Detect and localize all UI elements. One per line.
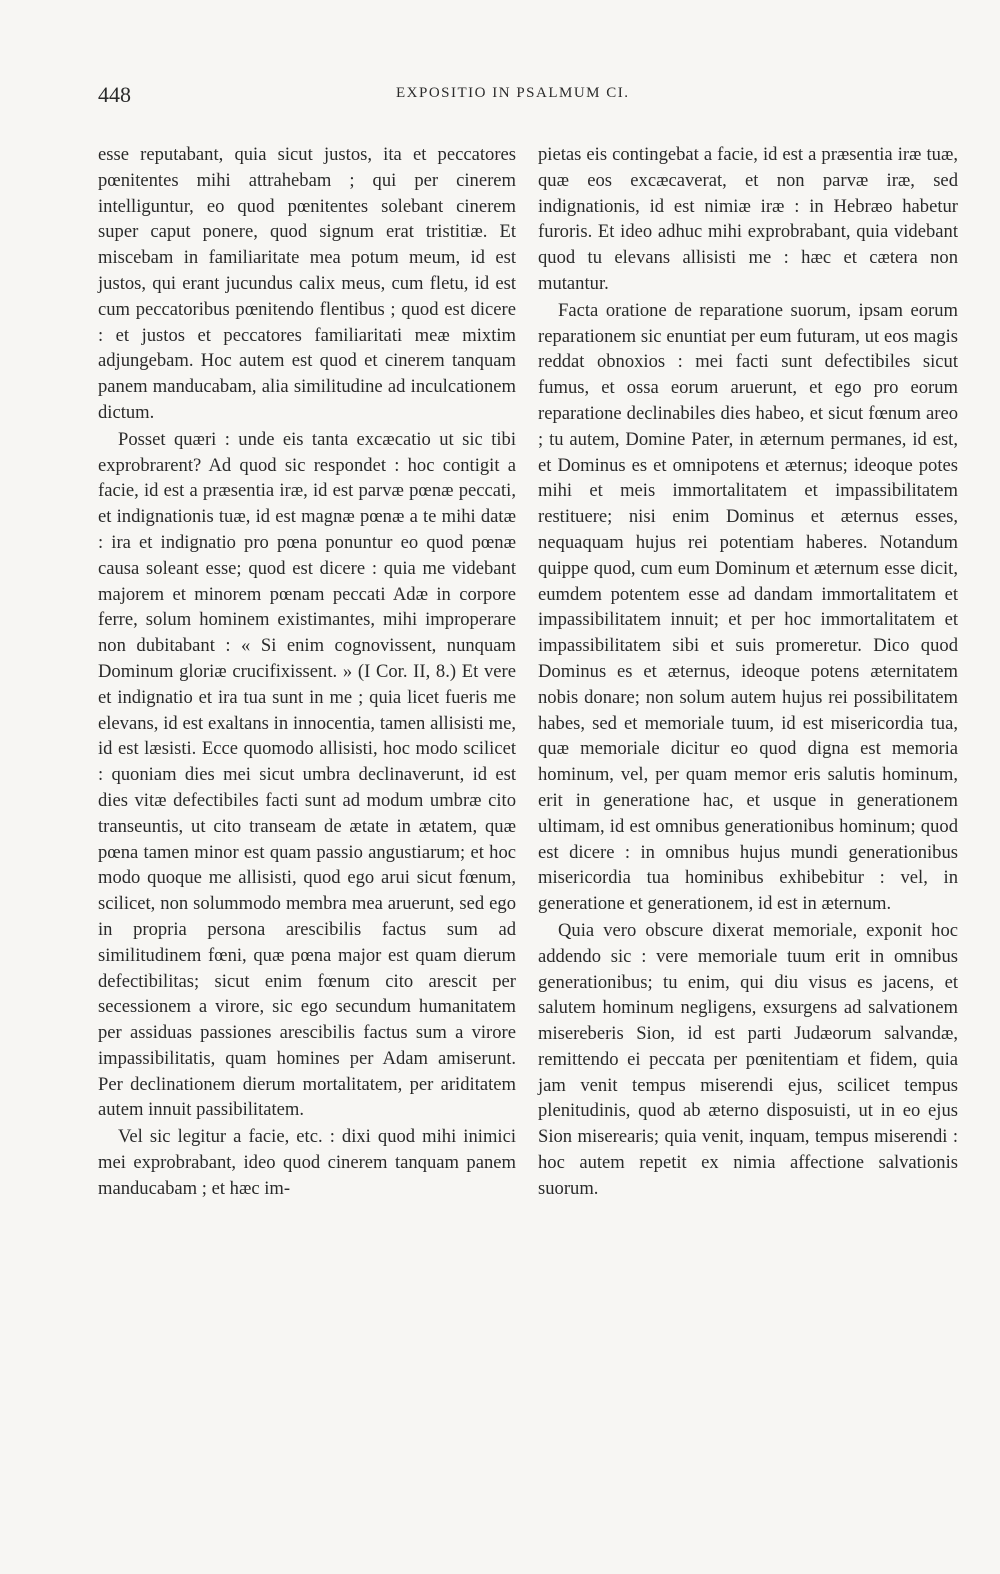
right-paragraph-2: Facta oratione de reparatione suorum, ipsam eorum reparationem sic enuntiat per eum futuram, ut eos magis reddat obnoxios : mei facti sunt defectibiles sicut fumus, et ossa eorum aruerunt, et ego pro eorum reparatione declinabiles dies habeo, et sicut fœnum areo ; tu autem, Domine Pater, in æternum permanes, id est, et Dominus es et omnipotens et æternus; ideoque potes mihi et meis immortalitatem et impassibilitatem restituere; nisi enim Dominus et æternus esses, nequaquam hujus rei potentiam haberes. Notandum quippe quod, cum eum Dominum et æternum esse dicit, eumdem potentem esse ad dandam immortalitatem et impassibilitatem innuit; et per hoc immortalitatem et impassibilitatem sibi et suis promeretur. Dico quod Dominus es et æternus, ideoque potens æternitatem nobis donare; non solum autem hujus rei possibilitatem habes, sed et memoriale tuum, id est misericordia tua, quæ memoriale dicitur eo quod digna est memoria hominum, vel, per quam memor eris salutis hominum, erit in generatione hac, et usque in generationem ultimam, id est omnibus generationibus hominum; quod est dicere : in omnibus hujus mundi generationibus misericordia tua hominibus exhibebitur : vel, in generatione et generationem, id est in æternum. [538, 299, 958, 915]
left-paragraph-2: Posset quæri : unde eis tanta excæcatio ut sic tibi exprobrarent? Ad quod sic respondet : hoc contigit a facie, id est a præsentia iræ, id est parvæ pœnæ peccati, et indignationis tuæ, id est magnæ pœnæ a te mihi datæ : ira et indignatio pro pœna ponuntur eo quod pœnæ causa soleant esse; quod est dicere : quia me videbant majorem et minorem pœnam peccati Adæ in corpore ferre, solum hominem existimantes, mihi improperare non dubitabant : « Si enim cognovissent, nunquam Dominum gloriæ crucifixissent. » (I Cor. II, 8.) Et vere et indignatio et ira tua sunt in me ; quia licet fueris me elevans, id est exaltans in innocentia, tamen allisisti me, id est læsisti. Ecce quomodo allisisti, hoc modo scilicet : quoniam dies mei sicut umbra declinaverunt, id est dies vitæ defectibiles facti sunt ad modum umbræ cito transeuntis, ut cito transeam de ætate in ætatem, quæ pœna tamen minor est quam passio angustiarum; et hoc modo quoque me allisisti, quod ego arui sicut fœnum, scilicet, non solummodo membra mea aruerunt, sed ego in propria persona arescibilis factus sum ad similitudinem fœni, quæ pœna major est quam dierum defectibilitas; sicut enim fœnum cito arescit per secessionem a virore, sic ego secundum humanitatem per assiduas passiones arescibilis factus sum a virore impassibilitatis, quam homines per Adam amiserunt. Per declinationem dierum mortalitatem, per ariditatem autem innuit passibilitatem. [98, 428, 516, 1121]
left-paragraph-3: Vel sic legitur a facie, etc. : dixi quod mihi inimici mei exprobrabant, ideo quod cinerem tanquam panem manducabam ; et hæc im- [98, 1126, 516, 1199]
right-column [538, 142, 958, 1202]
running-title: EXPOSITIO IN PSALMUM CI. [396, 85, 630, 101]
right-paragraph-1: pietas eis contingebat a facie, id est a præsentia iræ tuæ, quæ eos excæcaverat, et non parvæ iræ, sed indignationis, id est nimiæ iræ : in Hebræo habetur furoris. Et ideo adhuc mihi exprobrabant, quia videbant quod tu elevans allisisti me : hæc et cætera non mutantur. [538, 144, 958, 294]
left-paragraph-1: esse reputabant, quia sicut justos, ita et peccatores pœnitentes mihi attrahebam ; qui per cinerem intelliguntur, eo quod pœnitentes solebant cinerem super caput ponere, quod signum erat tristitiæ. Et miscebam in familiaritate mea potum meum, id est justos, qui erant jucundus calix meus, cum fletu, id est cum peccatoribus pœnitendo flentibus ; quod est dicere : et justos et peccatores familiaritati meæ mixtim adjungebam. Hoc autem est quod et cinerem tanquam panem manducabam, alia similitudine ad inculcationem dictum. [98, 144, 516, 423]
right-paragraph-3: Quia vero obscure dixerat memoriale, exponit hoc addendo sic : vere memoriale tuum erit in omnibus generationibus; tu enim, qui diu visus es jacens, et salutem hominum negligens, exsurgens ad salvationem misereberis Sion, id est parti Judæorum salvandæ, remittendo ei peccata per pœnitentiam et fidem, quia jam venit tempus miserendi ejus, scilicet tempus plenitudinis, quod ab æterno disposuisti, ut in eo ejus Sion miserearis; quia venit, inquam, tempus miserendi : hoc autem repetit ex nimia affectione salvationis suorum. [538, 919, 958, 1199]
left-column [98, 142, 516, 1202]
page-header [98, 82, 656, 116]
page-number: 448 [98, 82, 131, 107]
